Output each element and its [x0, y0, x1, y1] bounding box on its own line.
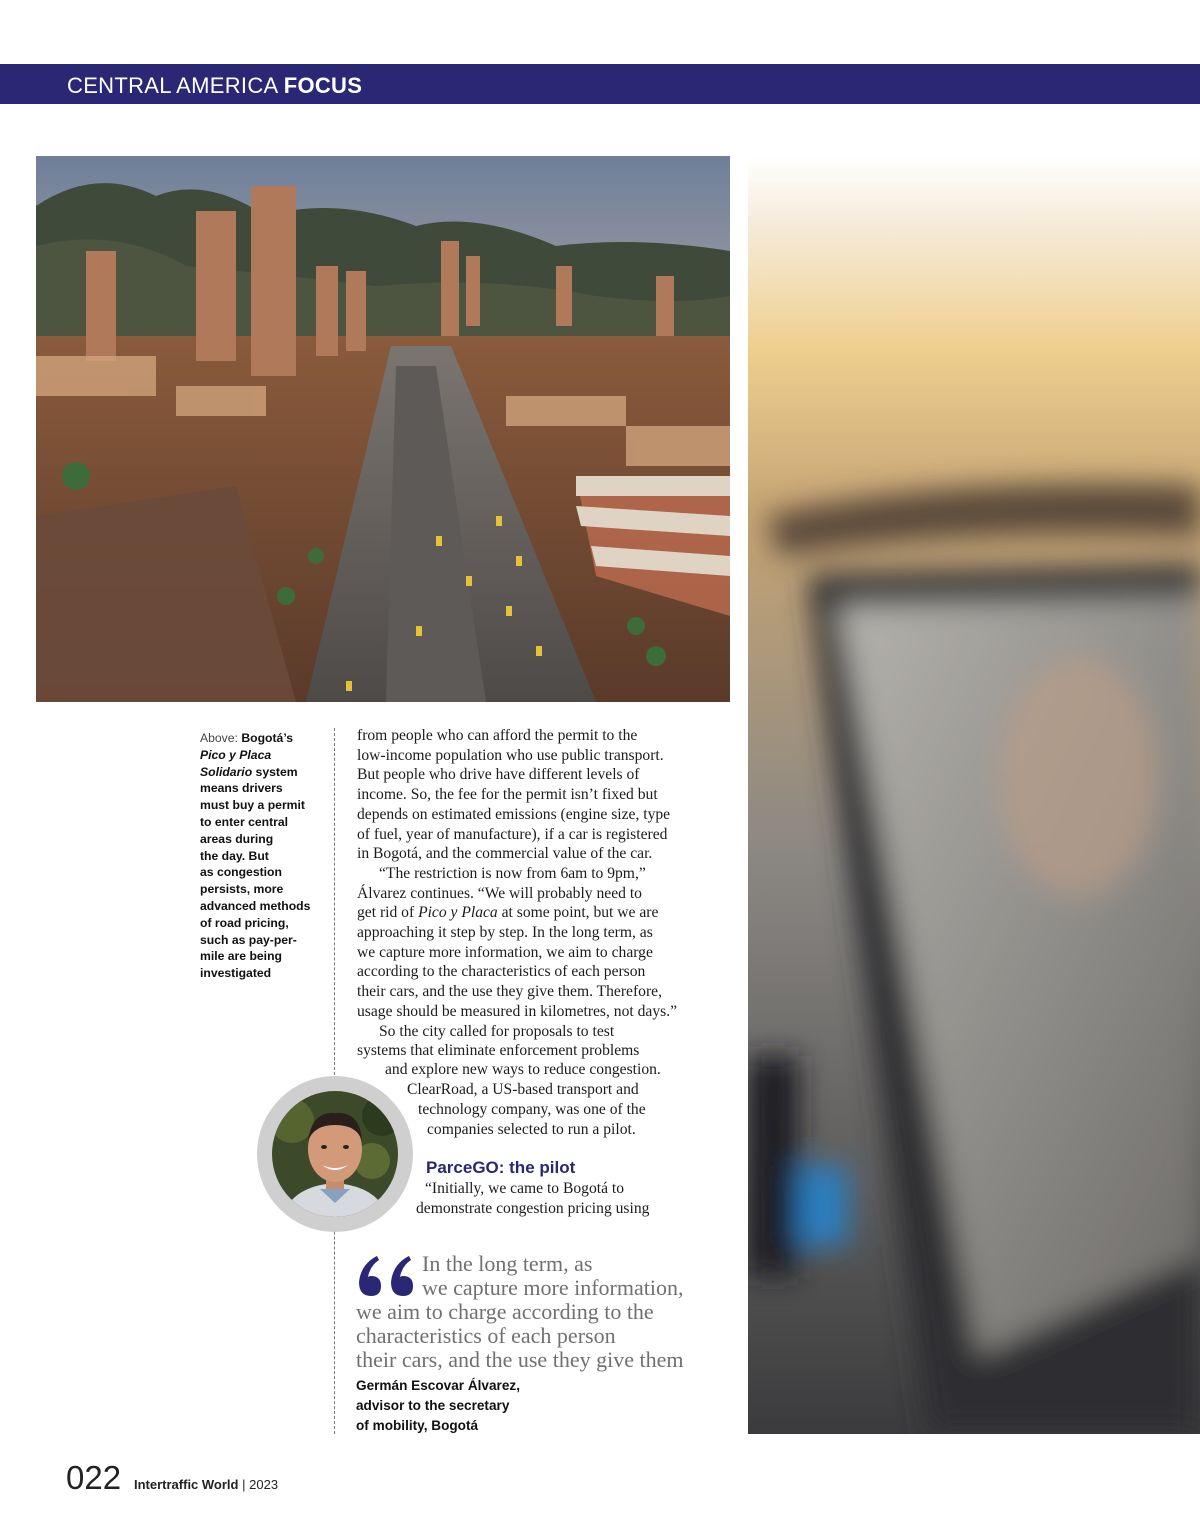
caption-text: advanced methods: [200, 898, 311, 913]
caption-text: Solidario: [200, 764, 253, 779]
body-line: in Bogotá, and the commercial value of the car.: [357, 845, 653, 863]
body-line: ClearRoad, a US-based transport and: [407, 1081, 639, 1098]
body-line: of fuel, year of manufacture), if a car is registered: [357, 825, 668, 843]
body-line: from people who can afford the permit to the: [357, 727, 638, 744]
pull-quote-line: their cars, and the use they give them: [356, 1347, 684, 1372]
footer-separator: |: [242, 1477, 246, 1492]
body-line: and explore new ways to reduce congestion.: [385, 1061, 661, 1078]
publication-footer: [134, 1477, 278, 1493]
pull-quote-line: In the long term, as: [422, 1251, 593, 1276]
bogota-aerial-photo: [36, 156, 730, 702]
body-line: “The restriction is now from 6am to 9pm,”: [379, 864, 646, 882]
caption-text: means drivers: [200, 781, 283, 796]
body-text: at some point, but we are: [497, 904, 659, 922]
caption-text: areas during: [200, 831, 274, 846]
pull-quote-line: characteristics of each person: [356, 1323, 616, 1348]
caption-text: of road pricing,: [200, 915, 289, 930]
article-body: [357, 726, 677, 1061]
attribution-line: Germán Escovar Álvarez,: [356, 1378, 520, 1393]
caption-lead: Above:: [200, 731, 238, 745]
publication-name: Intertraffic World: [134, 1477, 239, 1492]
body-line: depends on estimated emissions (engine size, type: [357, 805, 671, 823]
caption-text: persists, more: [200, 882, 284, 897]
body-line: low-income population who use public transport.: [357, 746, 664, 764]
page-number: 022: [66, 1459, 122, 1496]
body-italic: Pico y Placa: [418, 904, 498, 922]
body-line: So the city called for proposals to test: [379, 1022, 615, 1040]
body-line: income. So, the fee for the permit isn’t fixed but: [357, 786, 658, 804]
body-line: approaching it step by step. In the long term, as: [357, 924, 653, 942]
section-subhead: ParceGO: the pilot: [426, 1158, 576, 1177]
caption-text: Bogotá’s: [241, 731, 294, 745]
pull-quote-line: we capture more information,: [422, 1275, 684, 1300]
body-line: “Initially, we came to Bogotá to: [425, 1180, 625, 1197]
caption-text: to enter central: [200, 814, 289, 829]
attribution-line: of mobility, Bogotá: [356, 1417, 479, 1433]
pull-quote-attribution: [356, 1376, 520, 1435]
section-label-bold: FOCUS: [283, 73, 363, 98]
caption-text: Pico y Placa: [200, 747, 272, 762]
caption-text: mile are being: [200, 949, 282, 964]
body-line: their cars, and the use they give them. Therefore,: [357, 983, 662, 1001]
body-line: according to the characteristics of each person: [357, 963, 646, 981]
body-text: get rid of: [357, 904, 419, 922]
body-line: demonstrate congestion pricing using: [416, 1200, 650, 1217]
body-line: [357, 903, 677, 923]
body-line: we capture more information, we aim to charge: [357, 943, 653, 961]
body-line: But people who drive have different levels of: [357, 766, 640, 784]
attribution-line: advisor to the secretary: [356, 1397, 510, 1413]
quote-mark-icon: [355, 1252, 415, 1303]
body-line: companies selected to run a pilot.: [427, 1121, 636, 1138]
pull-quote-line: we aim to charge according to the: [356, 1299, 654, 1324]
caption-text: must buy a permit: [200, 798, 305, 813]
body-line: usage should be measured in kilometres, not days.”: [357, 1002, 678, 1020]
caption-text: such as pay-per-: [200, 932, 297, 947]
body-line: Álvarez continues. “We will probably need to: [357, 884, 642, 902]
blurred-phone-photo: [748, 156, 1200, 1434]
caption-text: investigated: [200, 966, 272, 981]
body-line: technology company, was one of the: [418, 1101, 646, 1118]
publication-year: 2023: [249, 1477, 279, 1492]
body-line: systems that eliminate enforcement problems: [357, 1042, 640, 1060]
section-label: CENTRAL AMERICA: [67, 73, 278, 98]
caption-text: as congestion: [200, 865, 282, 880]
portrait-photo: [272, 1091, 398, 1217]
photo-caption: [200, 730, 315, 982]
caption-text: system: [255, 764, 298, 779]
caption-text: the day. But: [200, 848, 269, 863]
section-header: [67, 73, 362, 99]
